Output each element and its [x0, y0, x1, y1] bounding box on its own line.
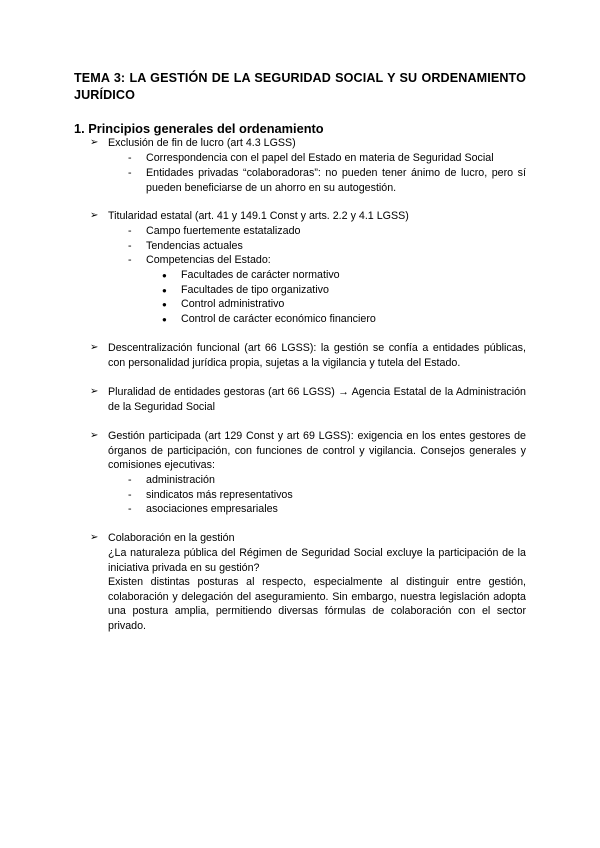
arrow-bullet-icon: ➢ — [90, 210, 99, 221]
dash-bullet-icon: - — [128, 254, 132, 266]
dot-bullet-icon: ● — [162, 286, 167, 295]
bullet-6-paragraph: Existen distintas posturas al respecto, especialmente al distinguir entre gestión, colaboración y delegación del aseguramiento. Sin embargo, nuestra legislación adopta una postura amplia, permitiendo diversas fórmulas de colaboración con el sector privado. — [108, 576, 526, 632]
dash-bullet-icon: - — [128, 152, 132, 164]
bullet-2-heading: Titularidad estatal (art. 41 y 149.1 Const y arts. 2.2 y 4.1 LGSS) — [108, 210, 409, 222]
bullet-5-sub-3: asociaciones empresariales — [146, 503, 278, 515]
dot-bullet-icon: ● — [162, 315, 167, 324]
arrow-bullet-icon: ➢ — [90, 386, 99, 397]
bullet-1-heading: Exclusión de fin de lucro (art 4.3 LGSS) — [108, 137, 296, 149]
bullet-1-sub-2: Entidades privadas “colaboradoras”: no pueden tener ánimo de lucro, pero sí pueden beneficiarse de un ahorro en su autogestión. — [146, 167, 526, 194]
bullet-2-sub-1: Campo fuertemente estatalizado — [146, 225, 301, 237]
dash-bullet-icon: - — [128, 240, 132, 252]
dot-bullet-icon: ● — [162, 271, 167, 280]
arrow-bullet-icon: ➢ — [90, 532, 99, 543]
dash-bullet-icon: - — [128, 167, 132, 179]
dot-bullet-icon: ● — [162, 300, 167, 309]
bullet-2-sub-2: Tendencias actuales — [146, 240, 243, 252]
bullet-2-detail-4: Control de carácter económico financiero — [181, 313, 376, 325]
dash-bullet-icon: - — [128, 474, 132, 486]
bullet-3-text: Descentralización funcional (art 66 LGSS): la gestión se confía a entidades públicas, con personalidad jurídica propia, sujetas a la vigilancia y tutela del Estado. — [108, 342, 526, 369]
bullet-5-text: Gestión participada (art 129 Const y art 69 LGSS): exigencia en los entes gestores de órganos de participación, con funciones de control y vigilancia. Consejos generales y comisiones ejecutivas: — [108, 430, 526, 472]
bullet-6-question: ¿La naturaleza pública del Régimen de Seguridad Social excluye la participación de la iniciativa privada en su gestión? — [108, 547, 526, 574]
bullet-2-sub-3: Competencias del Estado: — [146, 254, 271, 266]
bullet-2-detail-2: Facultades de tipo organizativo — [181, 284, 329, 296]
arrow-bullet-icon: ➢ — [90, 342, 99, 353]
dash-bullet-icon: - — [128, 503, 132, 515]
bullet-5-sub-2: sindicatos más representativos — [146, 489, 293, 501]
bullet-2-detail-1: Facultades de carácter normativo — [181, 269, 340, 281]
dash-bullet-icon: - — [128, 225, 132, 237]
document-title: TEMA 3: LA GESTIÓN DE LA SEGURIDAD SOCIAL Y SU ORDENAMIENTO JURÍDICO — [74, 71, 526, 102]
bullet-5-sub-1: administración — [146, 474, 215, 486]
arrow-bullet-icon: ➢ — [90, 137, 99, 148]
bullet-1-sub-1: Correspondencia con el papel del Estado en materia de Seguridad Social — [146, 152, 494, 164]
bullet-6-heading: Colaboración en la gestión — [108, 532, 235, 544]
dash-bullet-icon: - — [128, 489, 132, 501]
section-heading: 1. Principios generales del ordenamiento — [74, 121, 324, 136]
bullet-4-text: Pluralidad de entidades gestoras (art 66 LGSS) → Agencia Estatal de la Administración de la Seguridad Social — [108, 386, 526, 413]
bullet-2-detail-3: Control administrativo — [181, 298, 285, 310]
arrow-bullet-icon: ➢ — [90, 430, 99, 441]
